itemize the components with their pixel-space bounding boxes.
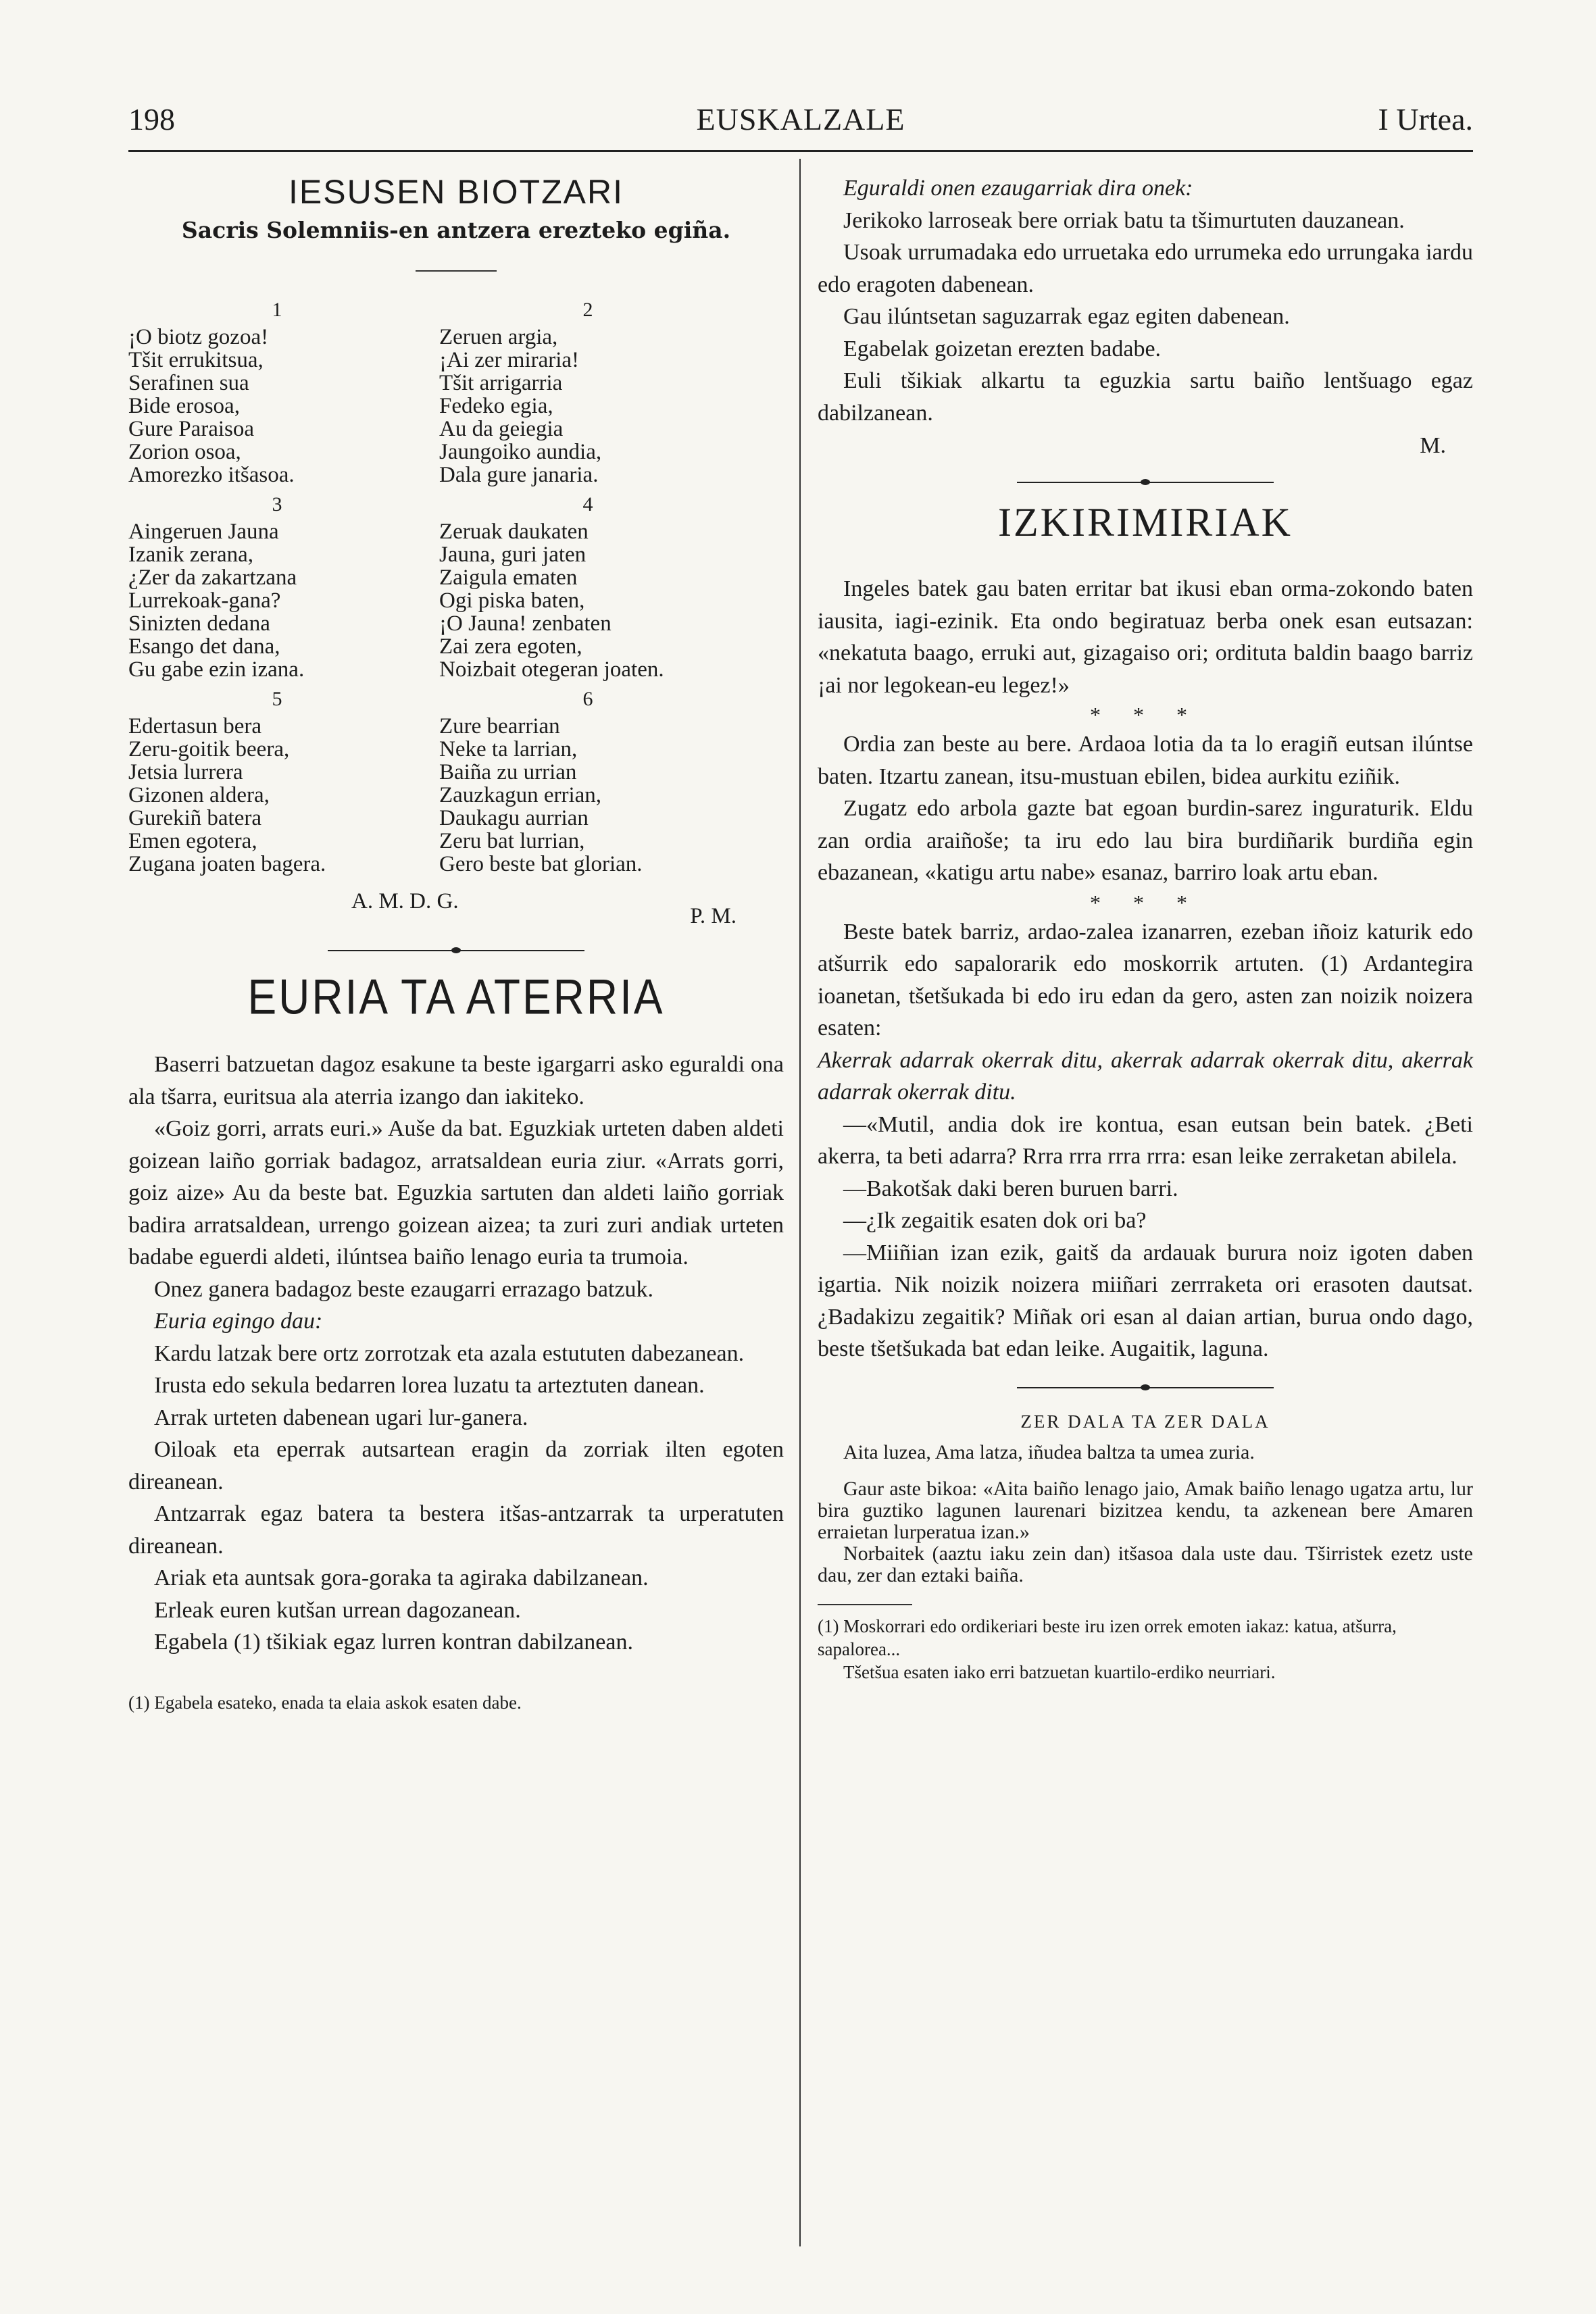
header-rule [128,150,1473,152]
poem-line: Amorezko itšasoa. [128,463,295,487]
poem-line: ¡Ai zer miraria! [439,348,580,372]
poem-line: Jetsia lurrera [128,760,243,784]
poem-line: Neke ta larrian, [439,737,578,761]
poem-line: Zugana joaten bagera. [128,852,326,876]
section-heading: Eguraldi onen ezaugarriak dira onek: [843,176,1193,201]
poem-line: Emen egotera, [128,829,257,853]
list-item: Irusta edo sekula bedarren lorea luzatu ta arteztuten danean. [154,1373,705,1398]
stanza [439,715,737,876]
section-stars: * * * [1090,890,1201,915]
dialogue-line: —«Mutil, andia dok ire kontua, esan eutsan bein batek. ¿Beti akerra, ta beti adarra? Rrra rrra rrra rrra: esan leike zerraketan abilela. [818,1111,1473,1169]
poem-line: Lurrekoak-gana? [128,588,281,613]
list-item: Jerikoko larroseak bere orriak batu ta tšimurtuten dauzanean. [843,207,1405,233]
list-item: Oiloak eta eperrak autsartean eragin da zorriak ilten egoten direanean. [128,1437,784,1494]
list-item: Usoak urrumadaka edo urruetaka edo urrumeka edo urrungaka iardu edo eragoten dabenean. [818,240,1473,297]
dialogue-line: —Bakotšak daki beren buruen barri. [843,1176,1178,1201]
stanza [128,715,426,876]
poem-line: Zeru-goitik beera, [128,737,290,761]
list-item: Egabela (1) tšikiak egaz lurren kontran dabilzanean. [154,1630,633,1655]
poem-line: Zai zera egoten, [439,634,582,659]
list-item: Ariak eta auntsak gora-goraka ta agiraka dabilzanean. [154,1565,649,1590]
paragraph: Beste batek barriz, ardao-zalea izanarren, ezeban iñoiz katurik edo atšurrik edo sapalorarik edo moskorrik artuten. (1) Ardantegira ioanetan, tšetšukada bi edo iru edan da gero, asten zan noizik noizera esaten: [818,919,1473,1040]
poem-line: ¡O biotz gozoa! [128,325,269,349]
poem-column-left [128,292,426,882]
poem-signature: P. M. [690,904,737,928]
poem-line: Tšit arrigarria [439,371,563,395]
ornament-divider [1017,479,1274,486]
poem-line: Gizonen aldera, [128,783,270,807]
footnote-rule [818,1604,912,1605]
page-header [128,101,1473,149]
poem-column-right [439,292,737,882]
list-item: Gau ilúntsetan saguzarrak egaz egiten dabenean. [843,304,1290,329]
right-column [818,172,1473,1684]
list-item: Erleak euren kutšan urrean dagozanean. [154,1597,521,1623]
poem-line: Jauna, guri jaten [439,543,587,567]
column-separator [799,159,801,2246]
signature: M. [1420,433,1446,458]
stanza-number: 4 [582,493,593,515]
poem-line: Daukagu aurrian [439,806,589,830]
stanza [439,520,737,681]
paragraph: Ordia zan beste au bere. Ardaoa lotia da ta lo eragiñ eutsan ilúntse baten. Itzartu zanean, itsu-mustuan ebilen, bidea aurkitu eziñik. [818,732,1473,789]
poem-line: Tšit errukitsua, [128,348,264,372]
poem-line: Noizbait otegeran joaten. [439,657,664,682]
poem-line: Zure bearrian [439,714,560,738]
list-item: Antzarrak egaz batera ta bestera itšas-antzarrak ta urperatuten direanean. [128,1501,784,1559]
divider [416,270,497,272]
stanza-number: 6 [582,688,593,710]
poem-closing [128,889,737,930]
dialogue-line: —¿Ik zegaitik esaten dok ori ba? [843,1208,1147,1233]
poem-line: Serafinen sua [128,371,249,395]
paragraph: Onez ganera badagoz beste ezaugarri errazago batzuk. [154,1276,654,1302]
poem-line: Sinizten dedana [128,611,270,636]
stanza [128,326,426,486]
dialogue-line: —Miiñian izan ezik, gaitš da ardauak burura noiz igoten daben igartia. Nik noizik noizera miiñari zerrraketa ori erasoten dautsat. ¿Badakizu zegaitik? Miñak ori esan al daian artian, burua ondo dago, beste tšetšukada bat edan leike. Augaitik, laguna. [818,1240,1473,1361]
poem-line: Zorion osoa, [128,440,241,464]
paragraph: Baserri batzuetan dagoz esakune ta beste igargarri asko eguraldi ona ala tšarra, euritsua ala aterria izango dan iakiteko. [128,1052,784,1109]
left-column [128,172,784,1714]
verse: Akerrak adarrak okerrak ditu, akerrak adarrak okerrak ditu, akerrak adarrak okerrak ditu. [818,1047,1473,1105]
poem-line: Baiña zu urrian [439,760,577,784]
footnote: (1) Moskorrari edo ordikeriari beste iru izen orrek emoten iakaz: katua, atšurra, sapalorea... [818,1615,1397,1659]
section-heading: Euria egingo dau: [154,1309,323,1334]
poem-line: Gero beste bat glorian. [439,852,643,876]
poem-line: Zaigula ematen [439,565,578,590]
article-title: ZER DALA TA ZER DALA [1020,1411,1270,1432]
poem-line: Jaungoiko aundia, [439,440,602,464]
riddle: Aita luzea, Ama latza, iñudea baltza ta umea zuria. [843,1440,1255,1463]
volume-label: I Urtea. [1378,102,1473,136]
footnote: (1) Egabela esateko, enada ta elaia askok esaten dabe. [128,1692,522,1713]
poem-line: Aingeruen Jauna [128,520,279,544]
poem-title: IESUSEN BIOTZARI [289,173,624,211]
stanza [128,520,426,681]
poem-line: Esango det dana, [128,634,280,659]
stanza-number: 2 [582,299,593,321]
ornament-divider [328,947,584,954]
poem-line: Zauzkagun errian, [439,783,602,807]
poem-line: Ogi piska baten, [439,588,585,613]
section-stars: * * * [1090,703,1201,727]
poem-closing-text: A. M. D. G. [351,889,459,913]
poem-line: Izanik zerana, [128,543,254,567]
poem-line: Zeru bat lurrian, [439,829,585,853]
poem-line: ¿Zer da zakartzana [128,565,297,590]
stanza-number: 3 [272,493,282,515]
poem-line: Zeruak daukaten [439,520,589,544]
poem-line: Gurekiñ batera [128,806,261,830]
page-number: 198 [128,102,175,136]
article-title: IZKIRIMIRIAK [998,500,1293,545]
poem-subtitle: Sacris Solemniis-en antzera erezteko egiña. [181,217,731,243]
list-item: Euli tšikiak alkartu ta eguzkia sartu baiño lentšuago egaz dabilzanean. [818,368,1473,426]
poem-line: Bide erosoa, [128,394,240,418]
poem-line: Zeruen argia, [439,325,558,349]
list-item: Kardu latzak bere ortz zorrotzak eta azala estututen dabezanean. [154,1340,745,1366]
poem [128,292,737,882]
poem-line: Edertasun bera [128,714,261,738]
poem-line: Dala gure janaria. [439,463,599,487]
stanza-number: 5 [272,688,282,710]
poem-line: ¡O Jauna! zenbaten [439,611,612,636]
poem-line: Fedeko egia, [439,394,553,418]
article-title: EURIA TA ATERRIA [247,968,665,1025]
paragraph: Ingeles batek gau baten erritar bat ikusi eban orma-zokondo baten iausita, iagi-ezinik. Eta ondo begiratuaz berba onek esan eutsazan: «nekatuta baago, erruki aut, gizagaiso ori; ordituta baldin baago barriz ¡ai nor legokean-eu legez!» [818,576,1473,698]
poem-line: Gure Paraisoa [128,417,255,441]
list-item: Egabelak goizetan erezten badabe. [843,336,1162,361]
poem-line: Au da geiegia [439,417,564,441]
riddle-answer: Gaur aste bikoa: «Aita baiño lenago jaio, Amak baiño lenago ugatza artu, lur bira guztiko lagunen laurenari bizitzea kendu, ta azkenean bere Amaren erraietan lurperatua izan.» [818,1477,1473,1543]
paragraph: Zugatz edo arbola gazte bat egoan burdin-sarez inguraturik. Eldu zan ordia araiñoše; ta iru edo lau bira burdiñarik burdiña egin ebazanean, «katigu artu nabe» esanaz, barriro loak artu eban. [818,796,1473,885]
footnote: Tšetšua esaten iako erri batzuetan kuartilo-erdiko neurriari. [843,1661,1276,1682]
stanza [439,326,737,486]
list-item: Arrak urteten dabenean ugari lur-ganera. [154,1405,528,1430]
ornament-divider [1017,1384,1274,1391]
paragraph: «Goiz gorri, arrats euri.» Auše da bat. Eguzkiak urteten daben aldeti goizean laiño gorriak badagoz, arratsaldean euria ziur. «Arrats gorri, goiz aize» Au da beste bat. Eguzkia sartuten dan aldeti laiño gorriak badira arratsaldean, urrengo goizean aizea; ta zuri zuri andiak urteten badabe eguerdi aldeti, ilúntsea baiño lenago euria ta trumoia. [128,1116,784,1269]
stanza-number: 1 [272,299,282,321]
riddle-answer: Norbaitek (aaztu iaku zein dan) itšasoa dala uste dau. Tširristek ezetz uste dau, zer dan eztaki baiña. [818,1542,1473,1586]
journal-title: EUSKALZALE [696,102,905,136]
poem-line: Gu gabe ezin izana. [128,657,305,682]
